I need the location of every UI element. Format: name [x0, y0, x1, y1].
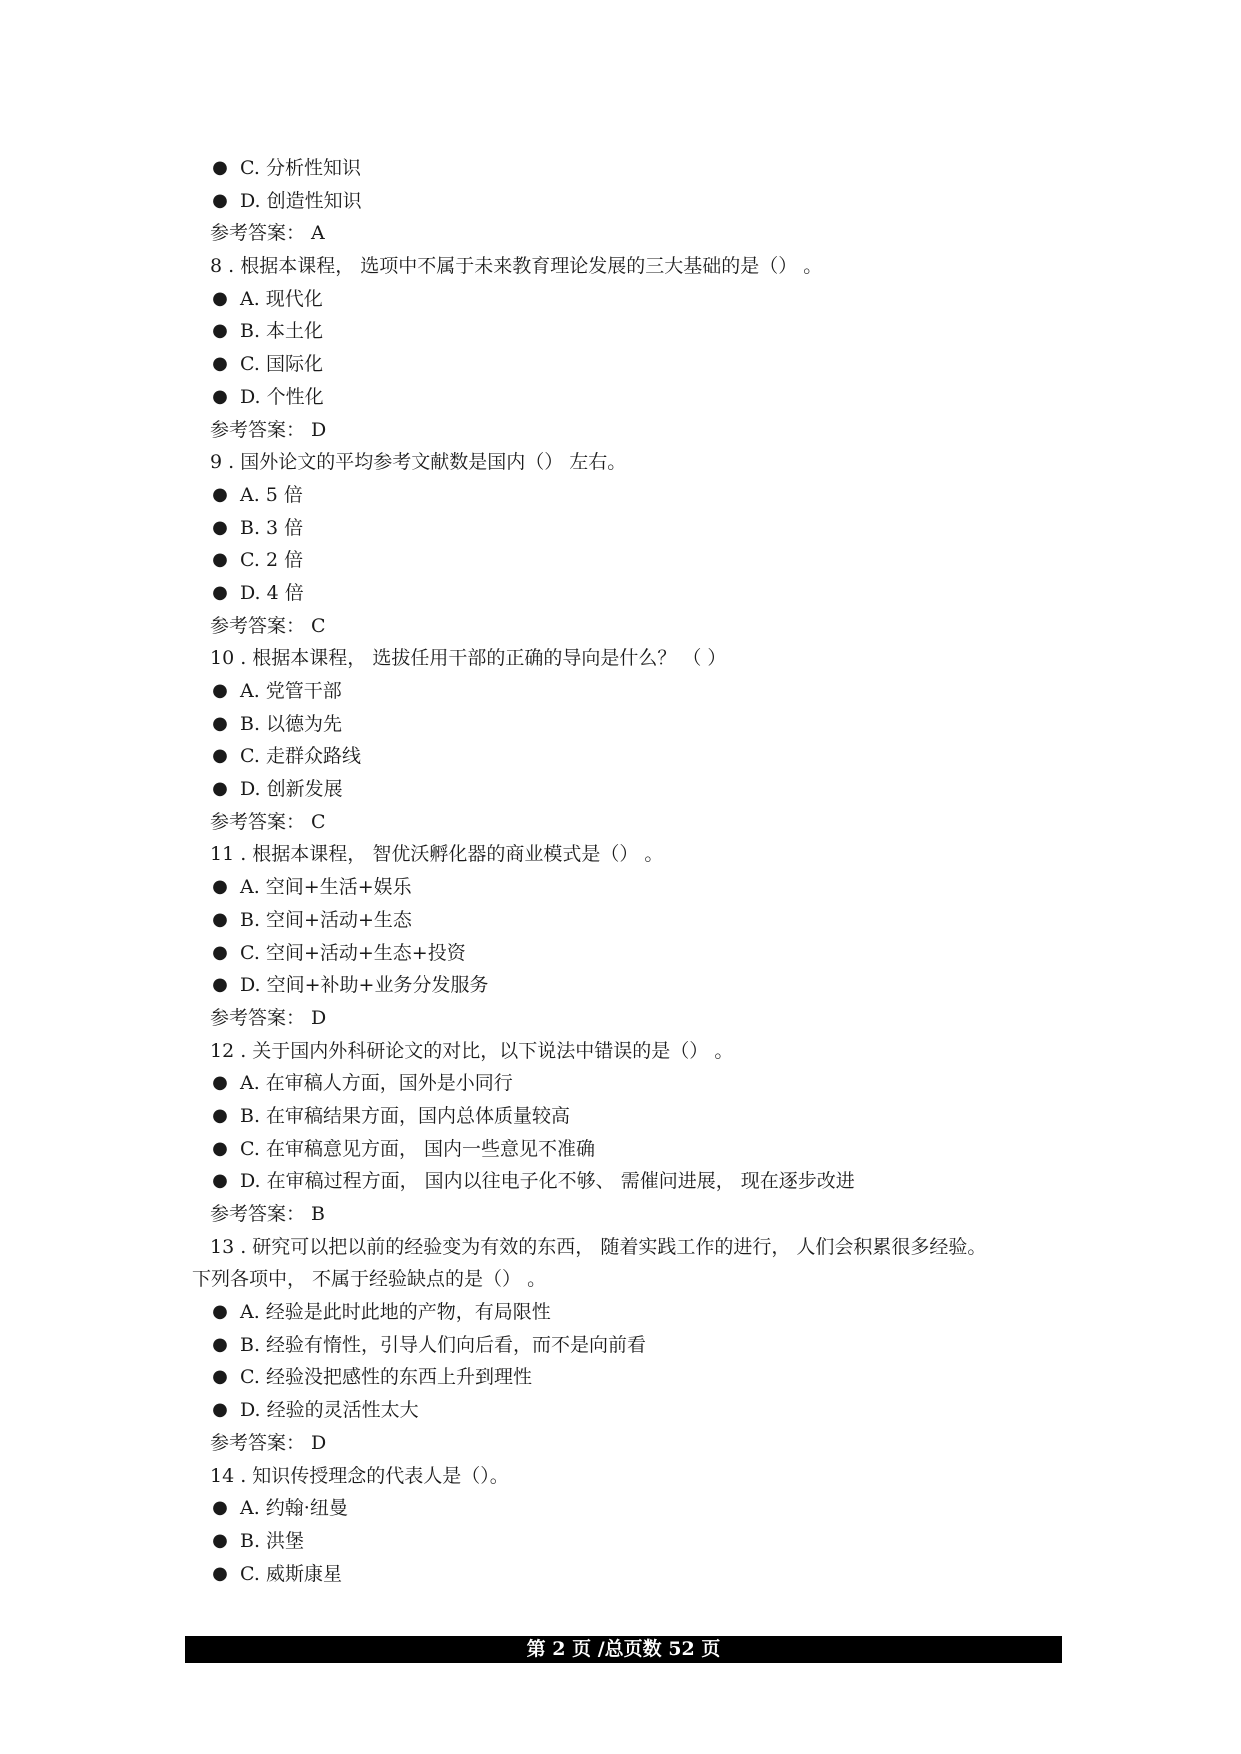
option-item [210, 381, 1110, 414]
option-text: D. 4 倍 [240, 581, 304, 604]
bullet-icon: ● [212, 908, 228, 930]
option-text: D. 个性化 [240, 385, 324, 408]
bullet-icon: ● [212, 157, 228, 178]
bullet-icon: ● [212, 1104, 228, 1126]
bullet-icon: ● [212, 745, 228, 767]
option-item [210, 315, 1110, 348]
option-item [210, 1067, 1110, 1100]
option-text: C. 经验没把感性的东西上升到理性 [240, 1366, 532, 1389]
reference-answer: 参考答案： C [210, 810, 326, 833]
bullet-icon: ● [212, 516, 228, 538]
option-item [210, 1296, 1110, 1329]
option-text: B. 经验有惰性，引导人们向后看，而不是向前看 [240, 1333, 647, 1356]
option-item [210, 152, 1110, 185]
option-text: A. 党管干部 [240, 680, 342, 702]
option-item [210, 675, 1110, 708]
question-text: 13 . 研究可以把以前的经验变为有效的东西， 随着实践工作的进行， 人们会积累很多经验。 [210, 1235, 987, 1258]
option-text: C. 分析性知识 [240, 157, 361, 179]
option-text: B. 3 倍 [240, 516, 304, 539]
option-text: C. 2 倍 [240, 549, 304, 572]
bullet-icon: ● [212, 1170, 228, 1192]
option-item [210, 544, 1110, 577]
option-text: C. 国际化 [240, 353, 323, 376]
option-item [210, 969, 1110, 1002]
option-text: A. 空间+生活+娱乐 [240, 876, 412, 899]
option-text: B. 以德为先 [240, 712, 343, 735]
bullet-icon: ● [212, 778, 228, 800]
reference-answer: 参考答案： B [210, 1203, 326, 1225]
option-item [210, 1100, 1110, 1133]
option-item [210, 348, 1110, 381]
option-text: C. 在审稿意见方面， 国内一些意见不准确 [240, 1137, 595, 1160]
bullet-icon: ● [212, 385, 228, 407]
bullet-icon: ● [212, 189, 228, 211]
option-item [210, 1558, 1110, 1591]
bullet-icon: ● [212, 549, 228, 571]
option-text: D. 在审稿过程方面， 国内以往电子化不够、 需催问进展， 现在逐步改进 [240, 1170, 855, 1193]
option-item [210, 937, 1110, 970]
page-footer [185, 1636, 1062, 1663]
bullet-icon: ● [212, 287, 228, 309]
bullet-icon: ● [212, 581, 228, 603]
option-item [210, 1329, 1110, 1362]
reference-answer: 参考答案： C [210, 614, 326, 637]
option-item [210, 1394, 1110, 1427]
option-text: A. 经验是此时此地的产物，有局限性 [240, 1301, 551, 1324]
question-text-continued: 下列各项中， 不属于经验缺点的是（） 。 [192, 1268, 547, 1291]
option-text: B. 空间+活动+生态 [240, 908, 412, 931]
question-text: 9 . 国外论文的平均参考文献数是国内（） 左右。 [210, 451, 627, 474]
bullet-icon: ● [212, 712, 228, 734]
question-text: 10 . 根据本课程， 选拔任用干部的正确的导向是什么？ （ ） [210, 647, 727, 670]
option-text: B. 洪堡 [240, 1529, 305, 1552]
option-item [210, 773, 1110, 806]
document-body [192, 152, 1110, 1590]
option-item [210, 577, 1110, 610]
option-item [210, 904, 1110, 937]
option-item [210, 1492, 1110, 1525]
bullet-icon: ● [212, 1333, 228, 1355]
option-item [210, 283, 1110, 316]
reference-answer: 参考答案： A [210, 222, 325, 245]
option-text: A. 5 倍 [240, 483, 303, 506]
bullet-icon: ● [212, 1301, 228, 1323]
reference-answer: 参考答案： D [210, 1006, 327, 1029]
bullet-icon: ● [212, 1366, 228, 1388]
option-text: A. 约翰·纽曼 [240, 1497, 348, 1520]
bullet-icon: ● [212, 1399, 228, 1421]
bullet-icon: ● [212, 483, 228, 505]
option-text: B. 在审稿结果方面，国内总体质量较高 [240, 1104, 571, 1127]
bullet-icon: ● [212, 1137, 228, 1159]
option-text: C. 走群众路线 [240, 745, 361, 768]
option-item [210, 185, 1110, 218]
option-text: A. 现代化 [240, 287, 323, 310]
option-text: B. 本土化 [240, 320, 324, 343]
bullet-icon: ● [212, 941, 228, 963]
reference-answer: 参考答案： D [210, 418, 327, 441]
option-text: D. 创造性知识 [240, 189, 362, 212]
bullet-icon: ● [212, 680, 228, 701]
option-text: A. 在审稿人方面，国外是小同行 [240, 1072, 513, 1095]
option-item [210, 1361, 1110, 1394]
bullet-icon: ● [212, 1072, 228, 1094]
question-text: 14 . 知识传授理念的代表人是（）。 [210, 1464, 509, 1487]
option-item [210, 871, 1110, 904]
bullet-icon: ● [212, 353, 228, 375]
option-text: C. 威斯康星 [240, 1562, 342, 1585]
bullet-icon: ● [212, 876, 228, 898]
option-item [210, 708, 1110, 741]
option-text: D. 空间+补助+业务分发服务 [240, 974, 489, 997]
question-text: 11 . 根据本课程， 智优沃孵化器的商业模式是（） 。 [210, 843, 664, 866]
option-text: D. 经验的灵活性太大 [240, 1399, 419, 1422]
option-text: C. 空间+活动+生态+投资 [240, 941, 466, 964]
bullet-icon: ● [212, 320, 228, 342]
option-item [210, 1133, 1110, 1166]
option-item [210, 1165, 1110, 1198]
option-item [210, 479, 1110, 512]
question-text: 8 . 根据本课程， 选项中不属于未来教育理论发展的三大基础的是（） 。 [210, 255, 823, 278]
option-text: D. 创新发展 [240, 778, 343, 801]
bullet-icon: ● [212, 974, 228, 996]
page-number-label: 第 2 页 /总页数 52 页 [526, 1638, 721, 1660]
bullet-icon: ● [212, 1529, 228, 1551]
option-item [210, 512, 1110, 545]
option-item [210, 740, 1110, 773]
reference-answer: 参考答案： D [210, 1431, 327, 1454]
question-text: 12 . 关于国内外科研论文的对比，以下说法中错误的是（） 。 [210, 1039, 734, 1062]
bullet-icon: ● [212, 1497, 228, 1519]
bullet-icon: ● [212, 1562, 228, 1584]
option-item [210, 1525, 1110, 1558]
